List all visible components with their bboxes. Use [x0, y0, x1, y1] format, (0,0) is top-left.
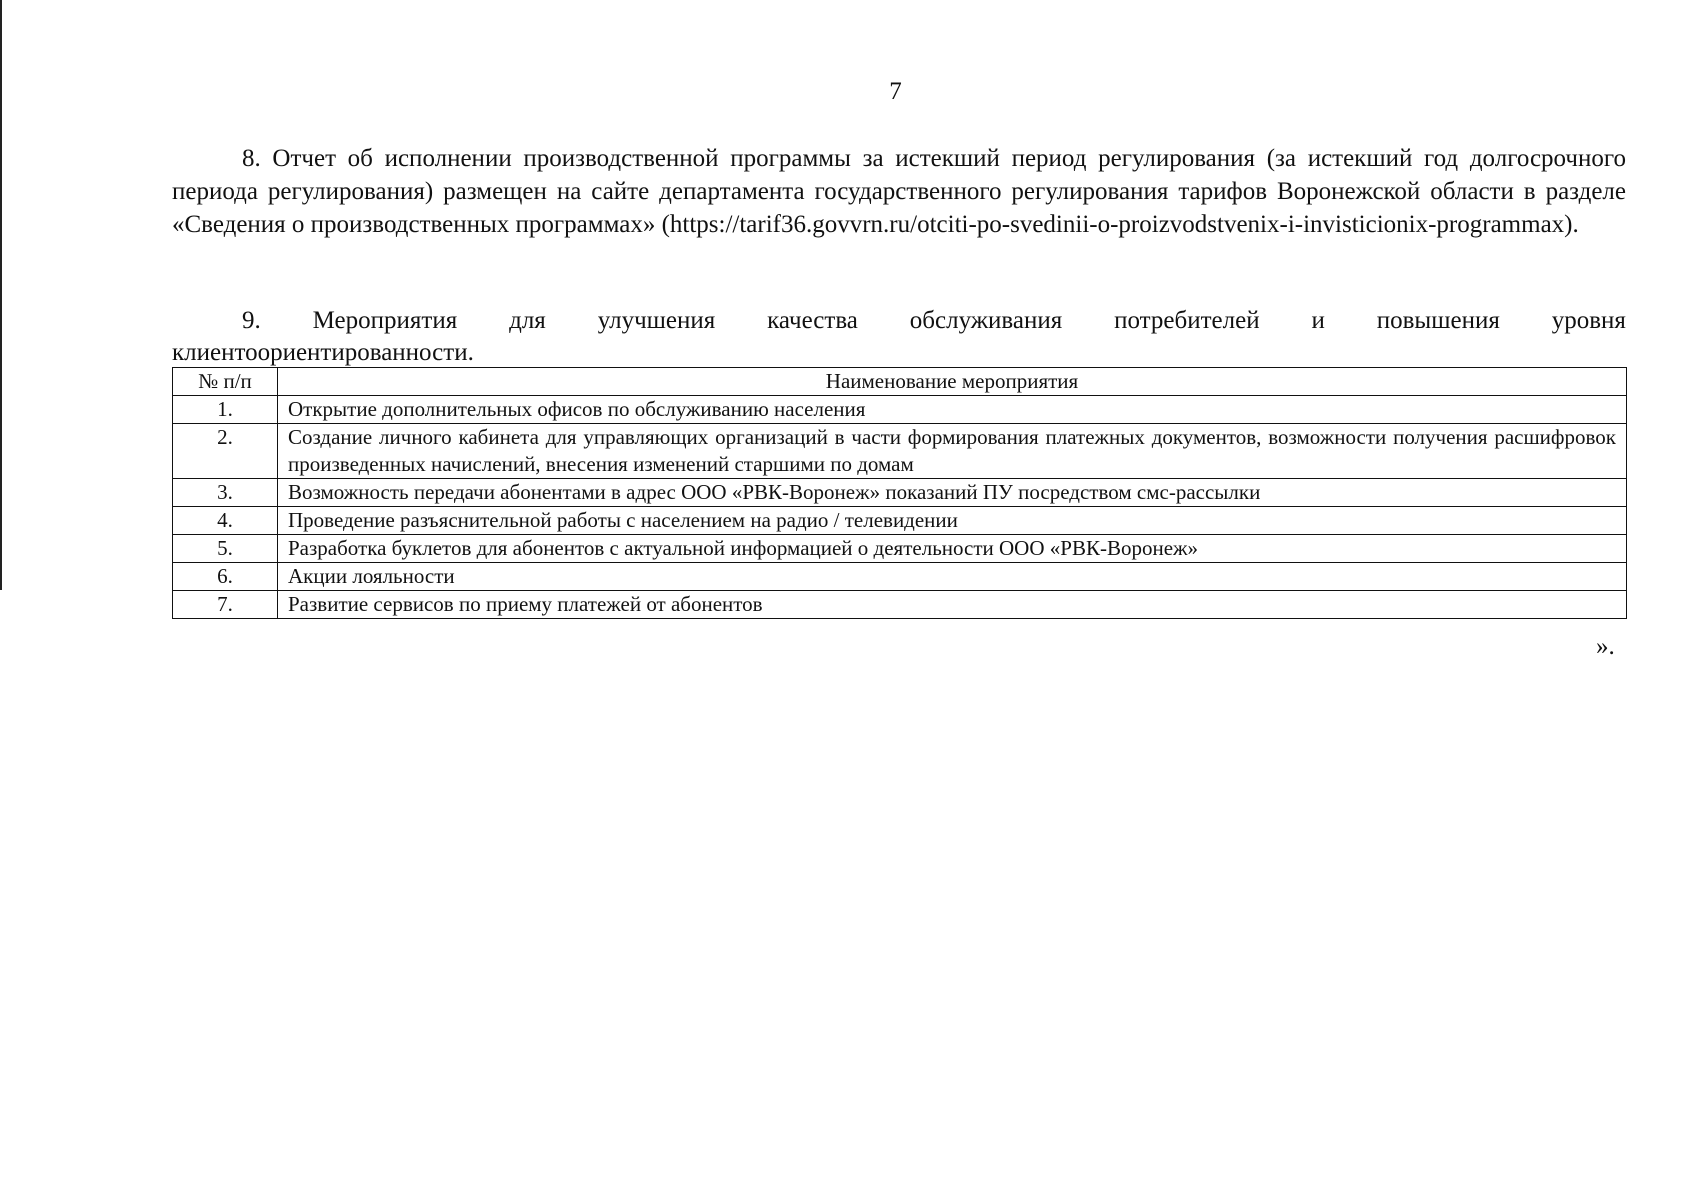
section-9-word: улучшения [597, 307, 716, 334]
closing-quote-mark: ». [1596, 633, 1615, 660]
table-row [173, 591, 1627, 619]
table-row [173, 507, 1627, 535]
section-9-word: и [1311, 307, 1325, 334]
row-number: 1. [173, 396, 278, 424]
table-row [173, 535, 1627, 563]
measures-table [172, 367, 1627, 619]
row-number: 4. [173, 507, 278, 535]
row-measure-name: Открытие дополнительных офисов по обслуживанию населения [278, 396, 1627, 424]
row-measure-name: Развитие сервисов по приему платежей от абонентов [278, 591, 1627, 619]
row-number: 3. [173, 479, 278, 507]
table-header-row [173, 368, 1627, 396]
section-8-paragraph: 8. Отчет об исполнении производственной программы за истекший период регулирования (за истекший год долгосрочного периода регулирования) размещен на сайте департамента государственного регулирования тарифов Воронежской области в разделе «Сведения о производственных программах» (https://tarif36.govvrn.ru/otciti-po-svedinii-o-proizvodstvenix-i-invisticionix-programmax). [172, 145, 1626, 238]
section-9-word: повышения [1376, 307, 1500, 334]
column-header-name: Наименование мероприятия [278, 368, 1627, 396]
page-number: 7 [889, 78, 902, 105]
row-measure-name: Разработка буклетов для абонентов с актуальной информацией о деятельности ООО «РВК-Воронеж» [278, 535, 1627, 563]
row-number: 2. [173, 424, 278, 479]
row-number: 7. [173, 591, 278, 619]
row-measure-name: Возможность передачи абонентами в адрес ООО «РВК-Воронеж» показаний ПУ посредством смс-рассылки [278, 479, 1627, 507]
row-number: 6. [173, 563, 278, 591]
scan-edge-line [0, 0, 2, 590]
section-9-heading-continuation: клиентоориентированности. [172, 339, 474, 366]
table-row [173, 563, 1627, 591]
section-9-word: уровня [1551, 307, 1626, 334]
table-row [173, 396, 1627, 424]
section-9-word: для [509, 307, 546, 334]
section-9-word: обслуживания [909, 307, 1063, 334]
section-9-word: 9. [242, 307, 261, 334]
row-measure-name: Проведение разъяснительной работы с населением на радио / телевидении [278, 507, 1627, 535]
section-9-word: Мероприятия [312, 307, 458, 334]
section-9-word: качества [767, 307, 858, 334]
section-9-paragraph [172, 304, 1626, 369]
row-measure-name: Создание личного кабинета для управляющих организаций в части формирования платежных документов, возможности получения расшифровок произведенных начислений, внесения изменений старшими по домам [278, 424, 1627, 479]
row-measure-name: Акции лояльности [278, 563, 1627, 591]
section-9-word: потребителей [1114, 307, 1260, 334]
table-row [173, 424, 1627, 479]
section-9-heading-line [172, 304, 1626, 337]
column-header-number: № п/п [173, 368, 278, 396]
row-number: 5. [173, 535, 278, 563]
table-row [173, 479, 1627, 507]
